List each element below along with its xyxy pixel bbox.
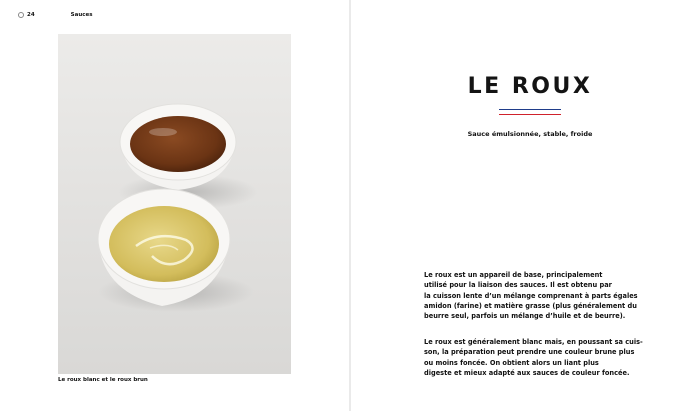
text-line: la cuisson lente d’un mélange comprenant à parts égales [424, 291, 638, 300]
page-title: LE ROUX [467, 74, 593, 99]
roux-photo [58, 34, 291, 374]
subtitle: Sauce émulsionnée, stable, froide [467, 130, 593, 138]
rule-red-stripe [499, 114, 561, 115]
photo-caption: Le roux blanc et le roux brun [58, 377, 148, 383]
text-line: ou moins foncée. On obtient alors un liant plus [424, 358, 599, 367]
page-marker-icon [18, 12, 24, 18]
section-title: Sauces [70, 12, 93, 18]
text-line: Le roux est généralement blanc mais, en poussant sa cuis- [424, 338, 643, 346]
book-spine [349, 0, 351, 411]
text-line: son, la préparation peut prendre une couleur brune plus [424, 348, 635, 357]
text-line: amidon (farine) et matière grasse (plus généralement du [424, 301, 637, 310]
text-line: beurre seul, parfois un mélange d’huile et de beurre). [424, 312, 626, 321]
text-line: utilisé pour la liaison des sauces. Il est obtenu par [424, 281, 612, 290]
page-number: 24 [27, 12, 35, 18]
tricolor-rule [499, 109, 561, 116]
paragraph-2 [424, 337, 643, 378]
rule-white-stripe [499, 111, 561, 112]
text-line: digeste et mieux adapté aux sauces de couleur foncée. [424, 368, 630, 377]
page-header [18, 12, 93, 18]
paragraph-1 [424, 270, 638, 321]
text-line: Le roux est un appareil de base, principalement [424, 271, 603, 279]
rule-blue-stripe [499, 109, 561, 110]
